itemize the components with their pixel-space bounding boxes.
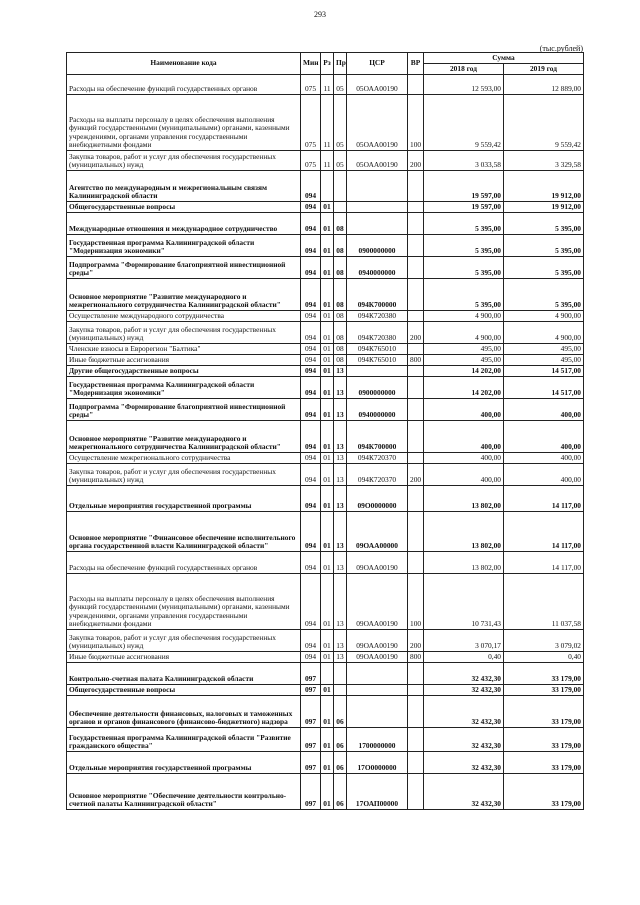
- cell-name: Членские взносы в Еврорегион "Балтика": [67, 344, 301, 355]
- cell-pr: [334, 171, 347, 202]
- cell-2019: 400,00: [504, 421, 584, 453]
- cell-vr: 800: [408, 355, 424, 366]
- cell-name: Государственная программа Калининградской области "Модернизация экономики": [67, 377, 301, 399]
- table-row: [67, 366, 584, 377]
- cell-pr: 13: [334, 377, 347, 399]
- table-row: [67, 355, 584, 366]
- cell-2018: 5 395,00: [424, 257, 504, 279]
- cell-csr: 0900000000: [347, 377, 408, 399]
- cell-min: 094: [301, 464, 321, 486]
- cell-2019: 0,40: [504, 652, 584, 663]
- cell-min: 094: [301, 322, 321, 344]
- cell-rz: 01: [321, 652, 334, 663]
- cell-pr: 13: [334, 421, 347, 453]
- cell-pr: 08: [334, 235, 347, 257]
- header-min: Мин: [301, 53, 321, 75]
- cell-name: Осуществление межрегионального сотрудничества: [67, 453, 301, 464]
- cell-min: 097: [301, 663, 321, 685]
- table-row: [67, 574, 584, 630]
- cell-vr: [408, 257, 424, 279]
- cell-min: 097: [301, 728, 321, 752]
- cell-2019: 33 179,00: [504, 685, 584, 696]
- cell-min: 075: [301, 95, 321, 151]
- cell-name: Закупка товаров, работ и услуг для обеспечения государственных (муниципальных) нужд: [67, 630, 301, 652]
- cell-2019: 14 117,00: [504, 512, 584, 552]
- cell-csr: 09О0000000: [347, 486, 408, 512]
- cell-pr: 13: [334, 399, 347, 421]
- cell-csr: 094К700000: [347, 279, 408, 311]
- cell-2018: 14 202,00: [424, 366, 504, 377]
- cell-pr: [334, 685, 347, 696]
- header-pr: Пр: [334, 53, 347, 75]
- cell-pr: 06: [334, 774, 347, 810]
- table-body: [67, 75, 584, 810]
- cell-pr: 08: [334, 279, 347, 311]
- cell-pr: 13: [334, 512, 347, 552]
- cell-min: 094: [301, 235, 321, 257]
- table-row: [67, 512, 584, 552]
- cell-rz: 01: [321, 552, 334, 574]
- cell-2018: 32 432,30: [424, 685, 504, 696]
- cell-vr: 100: [408, 574, 424, 630]
- cell-min: 094: [301, 421, 321, 453]
- cell-csr: 05ОАА00190: [347, 75, 408, 95]
- cell-name: Контрольно-счетная палата Калининградской области: [67, 663, 301, 685]
- cell-csr: 09ОАА00190: [347, 630, 408, 652]
- cell-2018: 400,00: [424, 421, 504, 453]
- cell-pr: 08: [334, 355, 347, 366]
- cell-csr: 0900000000: [347, 235, 408, 257]
- cell-csr: 1700000000: [347, 728, 408, 752]
- cell-vr: [408, 685, 424, 696]
- header-2018: 2018 год: [424, 64, 504, 75]
- cell-pr: [334, 202, 347, 213]
- cell-name: Расходы на обеспечение функций государственных органов: [67, 552, 301, 574]
- cell-rz: 01: [321, 213, 334, 235]
- cell-2018: 13 802,00: [424, 552, 504, 574]
- cell-2019: 5 395,00: [504, 257, 584, 279]
- cell-name: Закупка товаров, работ и услуг для обеспечения государственных (муниципальных) нужд: [67, 151, 301, 171]
- cell-2018: 32 432,30: [424, 774, 504, 810]
- cell-csr: 094К765010: [347, 344, 408, 355]
- cell-2018: 400,00: [424, 453, 504, 464]
- cell-rz: 01: [321, 421, 334, 453]
- cell-name: Общегосударственные вопросы: [67, 685, 301, 696]
- cell-name: Отдельные мероприятия государственной программы: [67, 752, 301, 774]
- cell-rz: 01: [321, 377, 334, 399]
- table-row: [67, 453, 584, 464]
- table-row: [67, 685, 584, 696]
- table-row: [67, 377, 584, 399]
- table-row: [67, 552, 584, 574]
- cell-rz: [321, 663, 334, 685]
- header-2019: 2019 год: [504, 64, 584, 75]
- cell-2018: 0,40: [424, 652, 504, 663]
- cell-min: 094: [301, 630, 321, 652]
- cell-vr: [408, 486, 424, 512]
- cell-2018: 19 597,00: [424, 202, 504, 213]
- cell-vr: 200: [408, 151, 424, 171]
- cell-min: 094: [301, 652, 321, 663]
- cell-2018: 5 395,00: [424, 213, 504, 235]
- cell-2018: 400,00: [424, 399, 504, 421]
- cell-2019: 33 179,00: [504, 774, 584, 810]
- cell-name: Расходы на обеспечение функций государственных органов: [67, 75, 301, 95]
- cell-2018: 5 395,00: [424, 235, 504, 257]
- cell-min: 094: [301, 552, 321, 574]
- cell-2019: 495,00: [504, 344, 584, 355]
- cell-2019: 14 517,00: [504, 377, 584, 399]
- cell-2019: 19 912,00: [504, 202, 584, 213]
- cell-pr: 13: [334, 486, 347, 512]
- cell-min: 094: [301, 311, 321, 322]
- cell-name: Международные отношения и международное сотрудничество: [67, 213, 301, 235]
- cell-2018: 19 597,00: [424, 171, 504, 202]
- cell-csr: [347, 696, 408, 728]
- table-row: [67, 752, 584, 774]
- cell-2019: 5 395,00: [504, 213, 584, 235]
- cell-rz: 01: [321, 696, 334, 728]
- cell-2018: 9 559,42: [424, 95, 504, 151]
- cell-min: 094: [301, 355, 321, 366]
- table-row: [67, 202, 584, 213]
- cell-vr: [408, 774, 424, 810]
- table-row: [67, 421, 584, 453]
- cell-rz: 01: [321, 728, 334, 752]
- cell-rz: 01: [321, 453, 334, 464]
- cell-csr: [347, 366, 408, 377]
- cell-rz: 11: [321, 95, 334, 151]
- cell-rz: 01: [321, 486, 334, 512]
- cell-pr: 13: [334, 453, 347, 464]
- cell-rz: 11: [321, 151, 334, 171]
- cell-pr: 06: [334, 752, 347, 774]
- cell-pr: 06: [334, 728, 347, 752]
- cell-vr: [408, 279, 424, 311]
- cell-csr: 094К720370: [347, 453, 408, 464]
- cell-rz: 01: [321, 752, 334, 774]
- cell-csr: 09ОАА00190: [347, 552, 408, 574]
- cell-min: 097: [301, 685, 321, 696]
- table-row: [67, 257, 584, 279]
- table-row: [67, 663, 584, 685]
- cell-vr: [408, 171, 424, 202]
- cell-2019: 11 037,58: [504, 574, 584, 630]
- cell-name: Закупка товаров, работ и услуг для обеспечения государственных (муниципальных) нужд: [67, 322, 301, 344]
- cell-name: Основное мероприятие "Обеспечение деятельности контрольно-счетной палаты Калининградской области": [67, 774, 301, 810]
- cell-2018: 3 033,58: [424, 151, 504, 171]
- cell-2019: 4 900,00: [504, 311, 584, 322]
- cell-2018: 14 202,00: [424, 377, 504, 399]
- cell-min: 094: [301, 453, 321, 464]
- cell-rz: 01: [321, 355, 334, 366]
- cell-rz: 01: [321, 399, 334, 421]
- cell-pr: 08: [334, 311, 347, 322]
- cell-name: Подпрограмма "Формирование благоприятной инвестиционной среды": [67, 399, 301, 421]
- cell-csr: 17ОАП00000: [347, 774, 408, 810]
- cell-csr: 094К765010: [347, 355, 408, 366]
- table-row: [67, 696, 584, 728]
- cell-2018: 495,00: [424, 344, 504, 355]
- cell-pr: 05: [334, 95, 347, 151]
- cell-vr: [408, 696, 424, 728]
- cell-name: Основное мероприятие "Финансовое обеспечение исполнительного органа государственной власти Калининградской области": [67, 512, 301, 552]
- cell-vr: 200: [408, 464, 424, 486]
- cell-name: Осуществление международного сотрудничества: [67, 311, 301, 322]
- cell-rz: 01: [321, 685, 334, 696]
- cell-2018: 32 432,30: [424, 663, 504, 685]
- cell-pr: [334, 663, 347, 685]
- cell-vr: [408, 366, 424, 377]
- cell-2019: 400,00: [504, 399, 584, 421]
- cell-vr: [408, 75, 424, 95]
- cell-min: 094: [301, 366, 321, 377]
- page-number: 293: [314, 10, 326, 19]
- cell-pr: 08: [334, 344, 347, 355]
- cell-pr: 08: [334, 257, 347, 279]
- cell-2019: 14 117,00: [504, 552, 584, 574]
- cell-csr: 09ОАА00190: [347, 652, 408, 663]
- cell-vr: [408, 421, 424, 453]
- cell-vr: [408, 752, 424, 774]
- cell-min: 097: [301, 774, 321, 810]
- cell-name: Подпрограмма "Формирование благоприятной инвестиционной среды": [67, 257, 301, 279]
- cell-rz: 01: [321, 464, 334, 486]
- cell-vr: [408, 213, 424, 235]
- cell-rz: 01: [321, 774, 334, 810]
- cell-2019: 33 179,00: [504, 696, 584, 728]
- cell-min: 094: [301, 377, 321, 399]
- cell-name: Отдельные мероприятия государственной программы: [67, 486, 301, 512]
- cell-pr: 13: [334, 464, 347, 486]
- cell-rz: 01: [321, 366, 334, 377]
- cell-min: 094: [301, 257, 321, 279]
- cell-min: 075: [301, 75, 321, 95]
- cell-2019: 5 395,00: [504, 235, 584, 257]
- cell-rz: 01: [321, 344, 334, 355]
- cell-vr: [408, 512, 424, 552]
- table-row: [67, 728, 584, 752]
- cell-vr: [408, 235, 424, 257]
- table-row: [67, 311, 584, 322]
- cell-rz: 01: [321, 257, 334, 279]
- cell-name: Закупка товаров, работ и услуг для обеспечения государственных (муниципальных) нужд: [67, 464, 301, 486]
- cell-2019: 5 395,00: [504, 279, 584, 311]
- cell-pr: 05: [334, 75, 347, 95]
- cell-2019: 9 559,42: [504, 95, 584, 151]
- table-row: [67, 151, 584, 171]
- cell-2019: 19 912,00: [504, 171, 584, 202]
- cell-vr: [408, 377, 424, 399]
- table-row: [67, 322, 584, 344]
- cell-name: Государственная программа Калининградской области "Модернизация экономики": [67, 235, 301, 257]
- cell-name: Иные бюджетные ассигнования: [67, 355, 301, 366]
- cell-csr: [347, 663, 408, 685]
- cell-rz: 01: [321, 512, 334, 552]
- cell-min: 094: [301, 344, 321, 355]
- cell-name: Основное мероприятие "Развитие международного и межрегионального сотрудничества Калининградской области": [67, 279, 301, 311]
- cell-vr: 200: [408, 630, 424, 652]
- cell-rz: 01: [321, 630, 334, 652]
- cell-min: 094: [301, 171, 321, 202]
- cell-pr: 13: [334, 552, 347, 574]
- cell-rz: 11: [321, 75, 334, 95]
- cell-min: 094: [301, 512, 321, 552]
- table-row: [67, 95, 584, 151]
- cell-csr: 09ОАА00000: [347, 512, 408, 552]
- cell-pr: 05: [334, 151, 347, 171]
- table-row: [67, 399, 584, 421]
- header-rz: Рз: [321, 53, 334, 75]
- cell-vr: [408, 453, 424, 464]
- cell-name: Расходы на выплаты персоналу в целях обеспечения выполнения функций государственными (муниципальными) органами, казенными учреждениями, органами управления государственными внебюджетными фондами: [67, 574, 301, 630]
- table-row: [67, 235, 584, 257]
- cell-vr: 100: [408, 95, 424, 151]
- cell-2018: 32 432,30: [424, 752, 504, 774]
- cell-2019: 400,00: [504, 464, 584, 486]
- cell-csr: 094К700000: [347, 421, 408, 453]
- cell-2019: 3 329,58: [504, 151, 584, 171]
- cell-min: 094: [301, 213, 321, 235]
- cell-2019: 4 900,00: [504, 322, 584, 344]
- cell-2018: 3 070,17: [424, 630, 504, 652]
- cell-csr: 09ОАА00190: [347, 574, 408, 630]
- table-row: [67, 213, 584, 235]
- cell-rz: 01: [321, 202, 334, 213]
- cell-2018: 4 900,00: [424, 311, 504, 322]
- cell-name: Обеспечение деятельности финансовых, налоговых и таможенных органов и органов финансового (финансово-бюджетного) надзора: [67, 696, 301, 728]
- cell-2018: 32 432,30: [424, 728, 504, 752]
- cell-vr: [408, 311, 424, 322]
- cell-pr: 13: [334, 574, 347, 630]
- cell-2018: 10 731,43: [424, 574, 504, 630]
- cell-2018: 13 802,00: [424, 486, 504, 512]
- cell-vr: [408, 728, 424, 752]
- table-row: [67, 279, 584, 311]
- cell-min: 094: [301, 486, 321, 512]
- cell-vr: 800: [408, 652, 424, 663]
- table-row: [67, 344, 584, 355]
- cell-rz: [321, 171, 334, 202]
- cell-2018: 12 593,00: [424, 75, 504, 95]
- cell-pr: 13: [334, 652, 347, 663]
- cell-csr: 05ОАА00190: [347, 95, 408, 151]
- table-row: [67, 464, 584, 486]
- cell-2018: 13 802,00: [424, 512, 504, 552]
- cell-name: Государственная программа Калининградской области "Развитие гражданского общества": [67, 728, 301, 752]
- cell-2019: 14 517,00: [504, 366, 584, 377]
- units-note: (тыс.рублей): [539, 44, 583, 53]
- cell-2019: 14 117,00: [504, 486, 584, 512]
- table-row: [67, 652, 584, 663]
- cell-min: 094: [301, 202, 321, 213]
- cell-csr: 094К720380: [347, 322, 408, 344]
- cell-pr: 08: [334, 322, 347, 344]
- budget-table: [66, 52, 584, 810]
- table-row: [67, 75, 584, 95]
- cell-rz: 01: [321, 322, 334, 344]
- header-vr: ВР: [408, 53, 424, 75]
- cell-pr: 13: [334, 366, 347, 377]
- cell-csr: [347, 213, 408, 235]
- cell-2019: 33 179,00: [504, 752, 584, 774]
- cell-csr: [347, 171, 408, 202]
- cell-min: 097: [301, 696, 321, 728]
- table-row: [67, 630, 584, 652]
- header-sum: Сумма: [424, 53, 584, 64]
- cell-2019: 33 179,00: [504, 728, 584, 752]
- cell-min: 094: [301, 399, 321, 421]
- cell-2018: 400,00: [424, 464, 504, 486]
- cell-min: 075: [301, 151, 321, 171]
- table-row: [67, 171, 584, 202]
- cell-csr: [347, 685, 408, 696]
- cell-2019: 3 079,02: [504, 630, 584, 652]
- cell-csr: 0940000000: [347, 399, 408, 421]
- cell-vr: [408, 552, 424, 574]
- cell-pr: 06: [334, 696, 347, 728]
- cell-vr: [408, 399, 424, 421]
- cell-name: Основное мероприятие "Развитие международного и межрегионального сотрудничества Калининградской области": [67, 421, 301, 453]
- cell-name: Агентство по международным и межрегиональным связям Калининградской области: [67, 171, 301, 202]
- cell-rz: 01: [321, 311, 334, 322]
- cell-min: 094: [301, 574, 321, 630]
- cell-pr: 08: [334, 213, 347, 235]
- cell-csr: 0940000000: [347, 257, 408, 279]
- cell-rz: 01: [321, 235, 334, 257]
- table-row: [67, 486, 584, 512]
- cell-vr: [408, 663, 424, 685]
- header-csr: ЦСР: [347, 53, 408, 75]
- cell-2019: 33 179,00: [504, 663, 584, 685]
- cell-2018: 495,00: [424, 355, 504, 366]
- table-row: [67, 774, 584, 810]
- cell-2018: 32 432,30: [424, 696, 504, 728]
- cell-rz: 01: [321, 279, 334, 311]
- cell-csr: 05ОАА00190: [347, 151, 408, 171]
- cell-2019: 12 889,00: [504, 75, 584, 95]
- cell-rz: 01: [321, 574, 334, 630]
- cell-min: 097: [301, 752, 321, 774]
- header-name: Наименование кода: [67, 53, 301, 75]
- cell-csr: 094К720380: [347, 311, 408, 322]
- cell-name: Иные бюджетные ассигнования: [67, 652, 301, 663]
- cell-csr: 094К720370: [347, 464, 408, 486]
- cell-name: Общегосударственные вопросы: [67, 202, 301, 213]
- cell-2018: 4 900,00: [424, 322, 504, 344]
- cell-2019: 495,00: [504, 355, 584, 366]
- cell-min: 094: [301, 279, 321, 311]
- cell-vr: [408, 344, 424, 355]
- cell-csr: 17О0000000: [347, 752, 408, 774]
- cell-name: Другие общегосударственные вопросы: [67, 366, 301, 377]
- cell-name: Расходы на выплаты персоналу в целях обеспечения выполнения функций государственными (муниципальными) органами, казенными учреждениями, органами управления государственными внебюджетными фондами: [67, 95, 301, 151]
- cell-2018: 5 395,00: [424, 279, 504, 311]
- cell-2019: 400,00: [504, 453, 584, 464]
- cell-csr: [347, 202, 408, 213]
- cell-pr: 13: [334, 630, 347, 652]
- cell-vr: 200: [408, 322, 424, 344]
- cell-vr: [408, 202, 424, 213]
